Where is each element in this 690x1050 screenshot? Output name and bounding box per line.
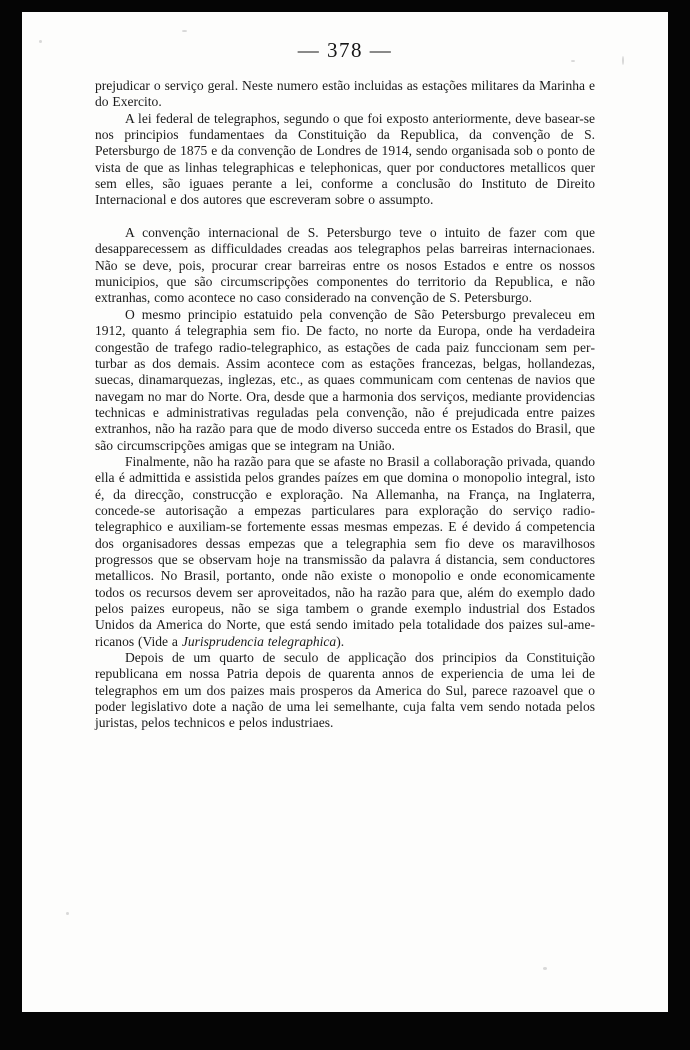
paragraph-continuation: prejudicar o serviço geral. Neste numero estão incluidas as estações militares da Marinha e do Exercito. (95, 78, 595, 110)
paragraph-convencao-internacional: A convenção internacional de S. Petersburgo teve o intuito de fazer com que desapparecessem as difficuldades creadas aos telegraphos pelas barreiras internacionaes. Não se deve, pois, procurar crear barreiras entre os nosos Estados e entre os nossos municipios, que são circumscripções componentes do territorio da Republica, e não extranhas, como acontece no caso considerado na convenção de S. Petersburgo. (95, 225, 595, 306)
scan-speck (66, 912, 69, 915)
scan-speck (543, 967, 547, 970)
paragraph-finalmente-part1: Finalmente, não ha razão para que se afaste no Brasil a collaboração privada, quando ella é admittida e assistida pelos grandes paízes em que domina o monopolio integral, isto é, da direcção, construcção e exploração. Na Allemanha, na França, na Inglaterra, concede-se autorisação a empezas particulares para exploração do serviço radio-telegraphico e auxiliam-se fortemente essas mesmas empezas. E é devido á competencia dos organisadores dessas empezas que a telegraphia sem fio deve os maravilhosos progressos que se observam hoje na transmissão da palavra á distancia, sem conductores metallicos. No Brasil, portanto, onde não existe o monopolio e onde economicamente todos os recursos devem ser aproveitados, não ha razão para que, além do exemplo dado pelos paizes europeus, não se siga tambem o grande exemplo industrial dos Estados Unidos da America do Norte, que está sendo imitado pela totalidade dos paizes sul-americanos (Vide a (95, 453, 595, 649)
cited-work-title: Jurisprudencia telegraphica (181, 633, 337, 649)
body-text-column (95, 78, 595, 732)
page-number-header: — 378 — (297, 38, 393, 62)
scan-speck (182, 30, 187, 32)
paragraph-finalmente-part2: ). (336, 633, 345, 649)
paragraph-mesmo-principio: O mesmo principio estatuido pela convenção de São Petersburgo prevaleceu em 1912, quanto á telegraphia sem fio. De facto, no norte da Europa, onde ha verdadeira congestão de trafego radio-telegraphico, as estações de cada paiz funccionam sem perturbar as dos demais. Assim acontece com as estações francezas, belgas, hollandezas, suecas, dinamarquezas, inglezas, etc., as quaes communicam com centenas de navios que navegam no mar do Norte. Ora, desde que a harmonia dos serviços, mediante providencias technicas e administrativas reguladas pela convenção, não é prejudicada entre paizes extranhos, não ha razão para que de modo diverso succeda entre os Estados do Brasil, que são circumscripções amigas que se integram na União. (95, 306, 595, 453)
paragraph-finalmente (95, 454, 595, 650)
paragraph-lei-federal: A lei federal de telegraphos, segundo o que foi exposto anteriormente, deve basear-se nos principios fundamentaes da Constituição da Republica, da convenção de S. Petersburgo de 1875 e da convenção de Londres de 1914, sendo organisada sob o ponto de vista de que as linhas telegraphicas e telephonicas, quer por conductores metallicos quer sem elles, são iguaes perante a lei, conforme a conclusão do Instituto de Direito Internacional e dos autores que escreveram sobre o assumpto. (95, 110, 595, 208)
document-page (22, 12, 668, 1012)
paragraph-depois-quarto-seculo: Depois de um quarto de seculo de applicação dos principios da Constituição republicana em nossa Patria depois de quarenta annos de experiencia de uma lei de telegraphos em um dos paizes mais prosperos da America do Sul, parece razoavel que o poder legislativo dote a nação de uma lei semelhante, cuja falta vem sendo notada pelos juristas, pelos technicos e pelos industriaes. (95, 650, 595, 731)
